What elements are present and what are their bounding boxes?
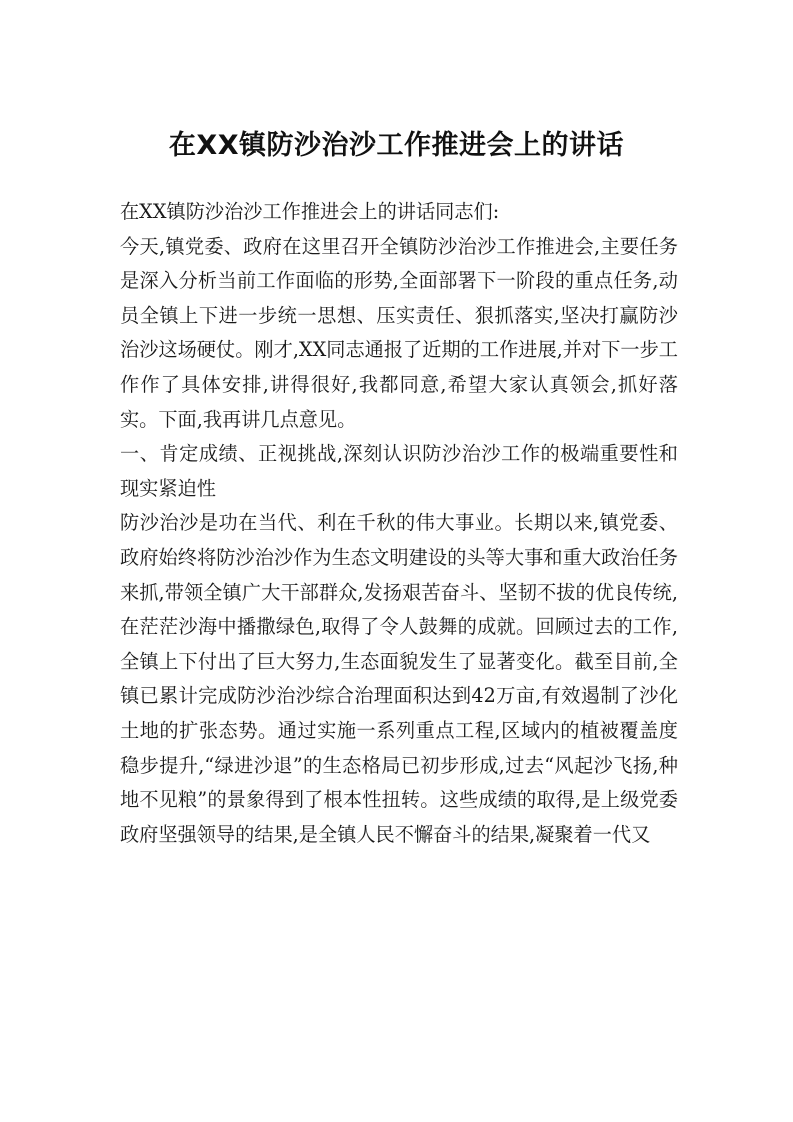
document-body: [120, 195, 678, 852]
paragraph-greeting: 在XX镇防沙治沙工作推进会上的讲话同志们:: [120, 200, 500, 223]
paragraph-section-1: 防沙治沙是功在当代、利在千秋的伟大事业。长期以来,镇党委、政府始终将防沙治沙作为生态文明建设的头等大事和重大政治任务来抓,带领全镇广大干部群众,发扬艰苦奋斗、坚韧不拔的优良传统,在茫茫沙海中播撒绿色,取得了令人鼓舞的成就。回顾过去的工作,全镇上下付出了巨大努力,生态面貌发生了显著变化。截至目前,全镇已累计完成防沙治沙综合治理面积达到42万亩,有效遏制了沙化土地的扩张态势。通过实施一系列重点工程,区域内的植被覆盖度稳步提升,“绿进沙退”的生态格局已初步形成,过去“风起沙飞扬,种地不见粮”的景象得到了根本性扭转。这些成绩的取得,是上级党委政府坚强领导的结果,是全镇人民不懈奋斗的结果,凝聚着一代又: [120, 511, 678, 846]
section-heading-1: 一、肯定成绩、正视挑战,深刻认识防沙治沙工作的极端重要性和现实紧迫性: [120, 442, 678, 500]
paragraph-opening: 今天,镇党委、政府在这里召开全镇防沙治沙工作推进会,主要任务是深入分析当前工作面临的形势,全面部署下一阶段的重点任务,动员全镇上下进一步统一思想、压实责任、狠抓落实,坚决打赢防沙治沙这场硬仗。刚才,XX同志通报了近期的工作进展,并对下一步工作作了具体安排,讲得很好,我都同意,希望大家认真领会,抓好落实。下面,我再讲几点意见。: [120, 234, 678, 431]
document-title: 在XX镇防沙治沙工作推进会上的讲话: [168, 130, 625, 161]
